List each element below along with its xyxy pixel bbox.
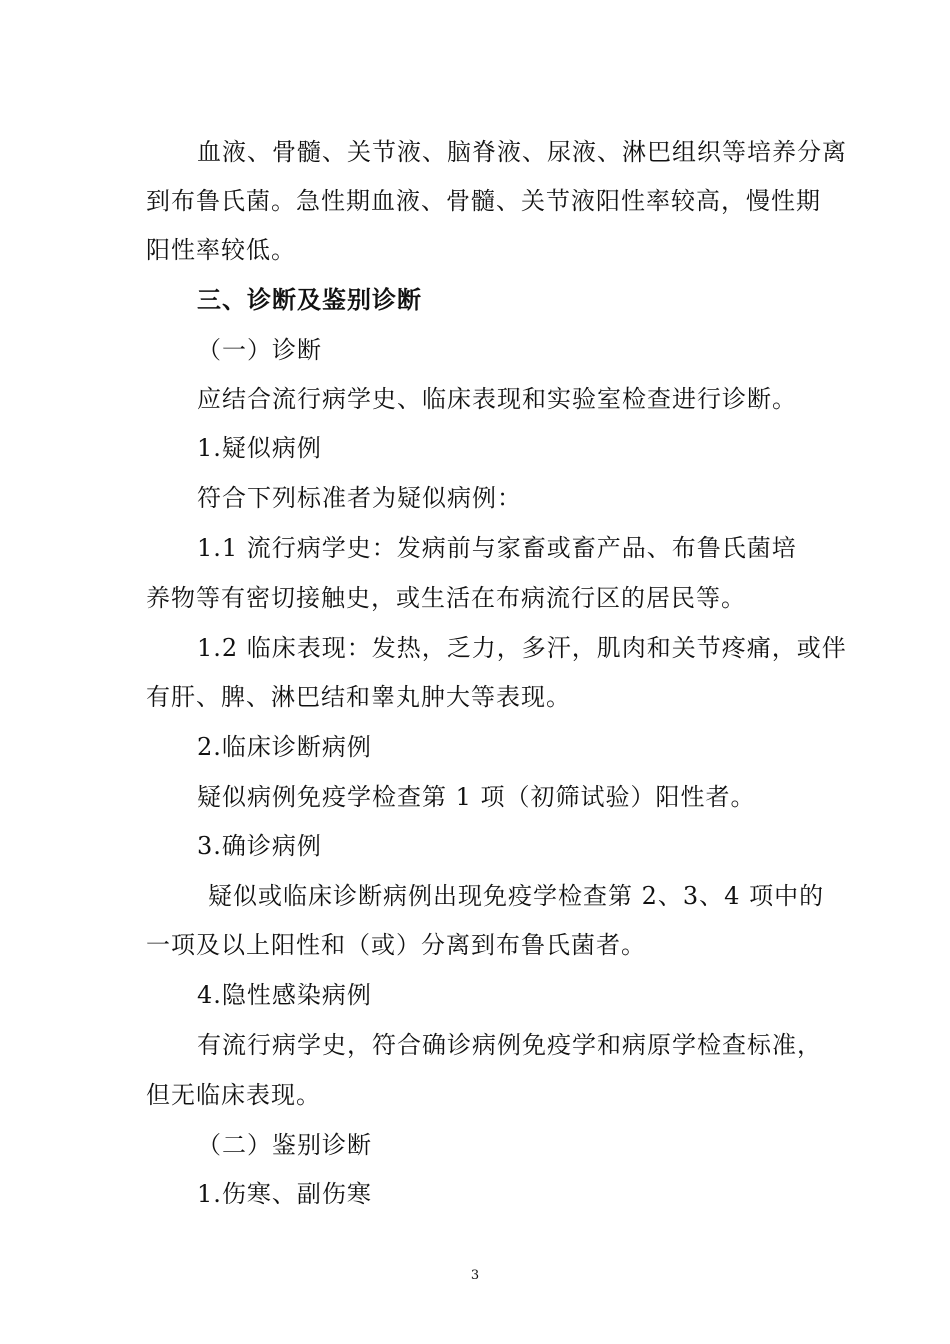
suspected-case-title: 1.疑似病例 xyxy=(197,434,322,462)
confirmed-case-title: 3.确诊病例 xyxy=(197,832,322,860)
clinical-manifestation-line-1: 1.2 临床表现：发热，乏力，多汗，肌肉和关节疼痛，或伴 xyxy=(197,634,847,662)
subsection-diagnosis-heading: （一）诊断 xyxy=(197,336,322,364)
section-three-heading: 三、诊断及鉴别诊断 xyxy=(197,286,422,314)
clinical-diagnosis-text: 疑似病例免疫学检查第 1 项（初筛试验）阳性者。 xyxy=(197,783,756,811)
confirmed-case-line-1: 疑似或临床诊断病例出现免疫学检查第 2、3、4 项中的 xyxy=(208,882,825,910)
subsection-differential-heading: （二）鉴别诊断 xyxy=(197,1131,372,1159)
clinical-diagnosis-title: 2.临床诊断病例 xyxy=(197,733,372,761)
paragraph-culture-line-3: 阳性率较低。 xyxy=(146,236,296,264)
typhoid-title: 1.伤寒、副伤寒 xyxy=(197,1180,372,1208)
clinical-manifestation-line-2: 有肝、脾、淋巴结和睾丸肿大等表现。 xyxy=(146,683,571,711)
page-number: 3 xyxy=(470,1268,480,1283)
epidemiology-line-2: 养物等有密切接触史，或生活在布病流行区的居民等。 xyxy=(146,584,746,612)
latent-infection-title: 4.隐性感染病例 xyxy=(197,981,372,1009)
diagnosis-intro: 应结合流行病学史、临床表现和实验室检查进行诊断。 xyxy=(197,385,797,413)
latent-infection-line-2: 但无临床表现。 xyxy=(146,1081,321,1109)
confirmed-case-line-2: 一项及以上阳性和（或）分离到布鲁氏菌者。 xyxy=(146,931,646,959)
suspected-case-intro: 符合下列标准者为疑似病例： xyxy=(197,484,522,512)
epidemiology-line-1: 1.1 流行病学史：发病前与家畜或畜产品、布鲁氏菌培 xyxy=(197,534,797,562)
paragraph-culture-line-2: 到布鲁氏菌。急性期血液、骨髓、关节液阳性率较高，慢性期 xyxy=(146,187,821,215)
paragraph-culture-line-1: 血液、骨髓、关节液、脑脊液、尿液、淋巴组织等培养分离 xyxy=(197,138,847,166)
latent-infection-line-1: 有流行病学史，符合确诊病例免疫学和病原学检查标准， xyxy=(197,1031,822,1059)
